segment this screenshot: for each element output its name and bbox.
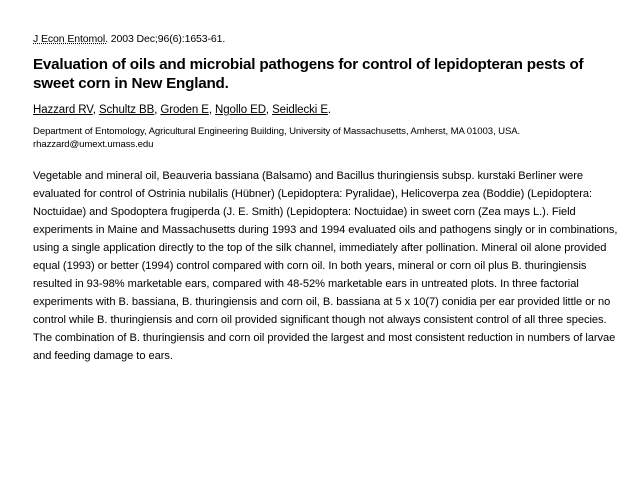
- affiliation-address: Department of Entomology, Agricultural Engineering Building, University of Massachusetts, Amherst, MA 01003, USA.: [33, 126, 521, 137]
- journal-link[interactable]: J Econ Entomol.: [33, 33, 108, 45]
- citation-details: 2003 Dec;96(6):1653-61.: [107, 33, 226, 45]
- affiliation-email: rhazzard@umext.umass.edu: [33, 138, 154, 150]
- article-title: Evaluation of oils and microbial pathogens for control of lepidopteran pests of sweet corn in New England.: [33, 56, 584, 92]
- author-link[interactable]: Schultz BB: [98, 104, 155, 116]
- author-link[interactable]: Seidlecki E: [272, 104, 328, 116]
- affiliation: [33, 126, 623, 151]
- article-abstract-page: [33, 33, 623, 365]
- author-link[interactable]: Groden E: [160, 104, 209, 116]
- author-link[interactable]: Hazzard RV: [33, 104, 93, 116]
- abstract-text: Vegetable and mineral oil, Beauveria bassiana (Balsamo) and Bacillus thuringiensis subsp. kurstaki Berliner were evaluated for control of Ostrinia nubilalis (Hübner) (Lepidoptera: Pyralidae), Helicoverpa zea (Boddie) (Lepidoptera: Noctuidae) and Spodoptera frugiperda (J. E. Smith) (Lepidoptera: Noctuidae) in sweet corn (Zea mays L.). Field experiments in Maine and Massachusetts during 1993 and 1994 evaluated oils and pathogens singly or in combinations, using a single application directly to the top of the silk channel, immediately after pollination. Mineral oil alone provided equal (1993) or better (1994) control compared with corn oil. In both years, mineral or corn oil plus B. thuringiensis resulted in 93-98% marketable ears, compared with 48-52% marketable ears in untreated plots. In three factorial experiments with B. bassiana, B. thuringiensis and corn oil, B. bassiana at 5 x 10(7) conidia per ear provided little or no control while B. thuringiensis and corn oil provided significant though not always consistent control of all three species. The combination of B. thuringiensis and corn oil provided the largest and most consistent reduction in numbers of larvae and feeding damage to ears.: [33, 170, 618, 362]
- citation-line: [33, 33, 623, 46]
- author-list: Hazzard RV, Schultz BB, Groden E, Ngollo ED, Seidlecki E.: [33, 104, 332, 116]
- author-link[interactable]: Ngollo ED: [215, 104, 266, 116]
